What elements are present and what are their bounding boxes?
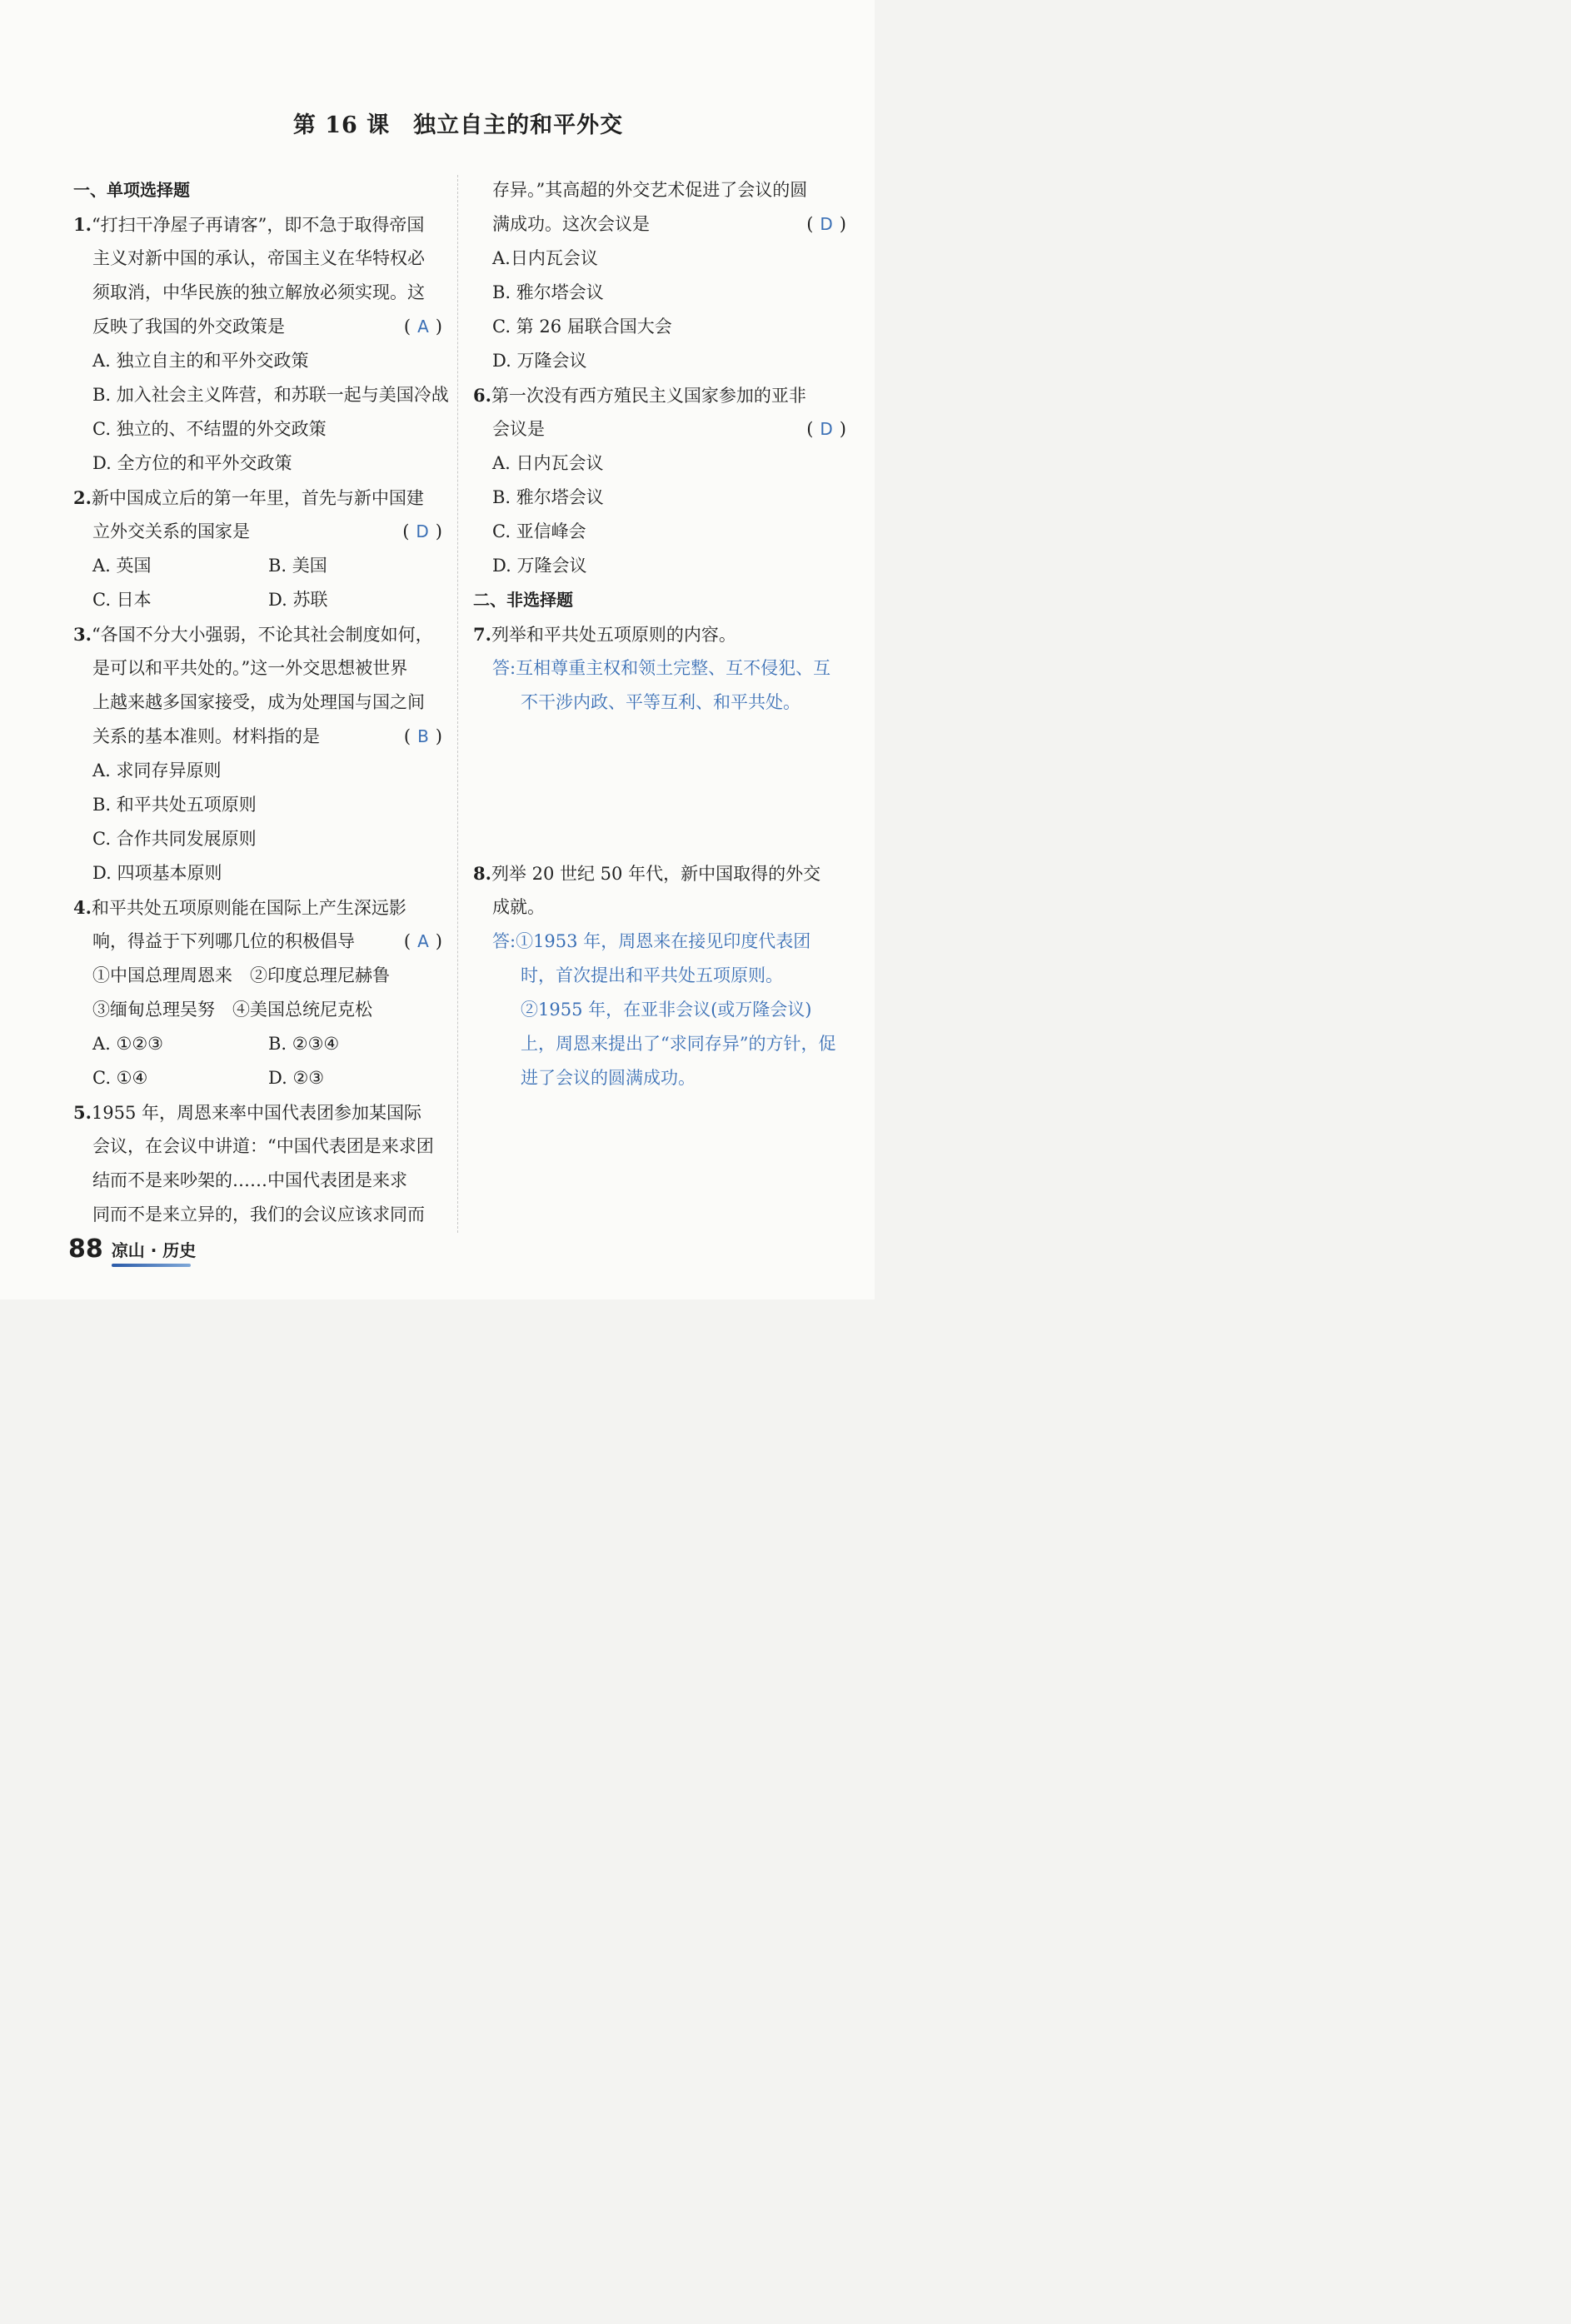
left-column xyxy=(73,173,449,1232)
question-number: 5. xyxy=(73,1102,92,1123)
option-row xyxy=(73,1027,444,1061)
question-4-line-2 xyxy=(73,925,444,959)
question-7-line-1 xyxy=(473,617,848,651)
question-1-line-1 xyxy=(73,207,444,242)
question-1-line-3: 须取消，中华民族的独立解放必须实现。这 xyxy=(92,282,425,302)
question-3-line-3: 上越来越多国家接受，成为处理国与国之间 xyxy=(92,692,425,712)
question-5-line-5: 存异。”其高超的外交艺术促进了会议的圆 xyxy=(492,180,808,200)
question-number: 2. xyxy=(73,487,92,508)
question-5-line-6 xyxy=(473,207,848,242)
answer-bracket: ( D ) xyxy=(806,214,846,234)
option-a: A. ①②③ xyxy=(92,1034,163,1054)
answer-value: A xyxy=(417,317,429,337)
answer-7-line-1: 答:互相尊重主权和领土完整、互不侵犯、互 xyxy=(492,658,831,678)
question-6-line-1 xyxy=(473,378,848,412)
question-5-line-1 xyxy=(73,1095,444,1130)
option-d: D. ②③ xyxy=(268,1068,325,1088)
option-row xyxy=(73,549,444,583)
option-b: B. ②③④ xyxy=(268,1034,340,1054)
answer-bracket: ( A ) xyxy=(403,317,442,337)
option-c: C. 第 26 届联合国大会 xyxy=(492,317,672,337)
answer-bracket: ( D ) xyxy=(402,521,442,541)
question-text: 新中国成立后的第一年里，首先与新中国建 xyxy=(91,488,424,508)
option-d: D. 万隆会议 xyxy=(492,351,587,371)
option-d: D. 苏联 xyxy=(268,590,328,610)
question-text: 列举和平共处五项原则的内容。 xyxy=(491,625,736,645)
book-title-text: 凉山 · 历史 xyxy=(111,1240,197,1260)
answer-value: D xyxy=(820,214,833,234)
answer-bracket: ( A ) xyxy=(403,931,442,951)
answer-8-line-2: 时，首次提出和平共处五项原则。 xyxy=(521,965,783,985)
question-text: 1955 年，周恩来率中国代表团参加某国际 xyxy=(91,1103,422,1123)
lesson-title: 第 16 课 独立自主的和平外交 xyxy=(292,112,624,138)
question-text: 列举 20 世纪 50 年代，新中国取得的外交 xyxy=(491,864,821,884)
question-3-line-1 xyxy=(73,617,444,651)
question-1-line-2: 主义对新中国的承认，帝国主义在华特权必 xyxy=(92,248,425,268)
column-divider xyxy=(457,175,458,1233)
option-a: A. 英国 xyxy=(92,556,152,576)
question-number: 4. xyxy=(73,897,92,918)
option-b: B. 美国 xyxy=(268,556,327,576)
workbook-page xyxy=(0,0,875,1299)
question-2-line-1 xyxy=(73,481,444,515)
section-heading-multiple-choice: 一、单项选择题 xyxy=(73,180,190,200)
question-8-line-1 xyxy=(473,856,848,890)
option-b: B. 加入社会主义阵营，和苏联一起与美国冷战 xyxy=(92,385,449,405)
statement-list-1: ①中国总理周恩来 ②印度总理尼赫鲁 xyxy=(92,965,390,985)
answer-value: D xyxy=(820,419,833,439)
option-b: B. 雅尔塔会议 xyxy=(492,282,604,302)
option-d: D. 全方位的和平外交政策 xyxy=(92,453,292,473)
answer-value: A xyxy=(417,931,429,951)
question-text: 响，得益于下列哪几位的积极倡导 xyxy=(92,931,355,951)
question-text: 关系的基本准则。材料指的是 xyxy=(92,726,320,746)
answer-bracket: ( D ) xyxy=(806,419,846,439)
option-c: C. 日本 xyxy=(92,590,152,610)
question-number: 7. xyxy=(473,624,491,645)
answer-8-line-3: ②1955 年，在亚非会议(或万隆会议) xyxy=(521,1000,812,1020)
answer-8-line-1: 答:①1953 年，周恩来在接见印度代表团 xyxy=(492,931,811,951)
answer-value: B xyxy=(417,726,429,746)
answer-8-line-5: 进了会议的圆满成功。 xyxy=(521,1068,696,1088)
answer-space xyxy=(473,720,848,856)
answer-8-line-4: 上，周恩来提出了“求同存异”的方针，促 xyxy=(521,1034,836,1054)
question-3-line-2: 是可以和平共处的。”这一外交思想被世界 xyxy=(92,658,408,678)
page-footer xyxy=(68,1234,196,1264)
question-number: 1. xyxy=(73,214,92,235)
answer-value: D xyxy=(416,521,429,541)
question-6-line-2 xyxy=(473,412,848,446)
question-5-line-2: 会议，在会议中讲道：“中国代表团是来求团 xyxy=(92,1136,434,1156)
question-number: 3. xyxy=(73,624,92,645)
option-b: B. 雅尔塔会议 xyxy=(492,487,604,507)
option-d: D. 万隆会议 xyxy=(492,556,587,576)
question-5-line-4: 同而不是来立异的，我们的会议应该求同而 xyxy=(92,1204,425,1224)
section-heading-non-choice: 二、非选择题 xyxy=(473,590,573,610)
question-text: 满成功。这次会议是 xyxy=(492,214,650,234)
option-c: C. ①④ xyxy=(92,1068,148,1088)
option-a: A. 独立自主的和平外交政策 xyxy=(92,351,309,371)
question-text: 第一次没有西方殖民主义国家参加的亚非 xyxy=(491,386,806,406)
book-title xyxy=(112,1237,197,1261)
question-text: 反映了我国的外交政策是 xyxy=(92,317,285,337)
right-column xyxy=(473,173,848,1095)
answer-7-line-2: 不干涉内政、平等互利、和平共处。 xyxy=(521,692,800,712)
option-d: D. 四项基本原则 xyxy=(92,863,222,883)
option-a: A.日内瓦会议 xyxy=(492,248,598,268)
option-a: A. 日内瓦会议 xyxy=(492,453,604,473)
option-b: B. 和平共处五项原则 xyxy=(92,795,257,815)
option-row xyxy=(73,583,444,617)
answer-bracket: ( B ) xyxy=(403,726,442,746)
option-c: C. 独立的、不结盟的外交政策 xyxy=(92,419,327,439)
question-8-line-2: 成就。 xyxy=(492,897,545,917)
question-5-line-3: 结而不是来吵架的……中国代表团是来求 xyxy=(92,1170,407,1190)
question-4-line-1 xyxy=(73,890,444,925)
question-number: 6. xyxy=(473,385,491,406)
question-1-line-4 xyxy=(73,310,444,344)
option-c: C. 亚信峰会 xyxy=(492,521,586,541)
statement-list-2: ③缅甸总理吴努 ④美国总统尼克松 xyxy=(92,1000,372,1020)
page-number: 88 xyxy=(68,1234,103,1264)
question-2-line-2 xyxy=(73,515,444,549)
question-text: 会议是 xyxy=(492,419,545,439)
question-3-line-4 xyxy=(73,720,444,754)
question-text: “打扫干净屋子再请客”，即不急于取得帝国 xyxy=(91,215,425,235)
question-text: 立外交关系的国家是 xyxy=(92,521,250,541)
option-c: C. 合作共同发展原则 xyxy=(92,829,257,849)
option-row xyxy=(73,1061,444,1095)
question-text: “各国不分大小强弱，不论其社会制度如何， xyxy=(91,625,433,645)
decorative-underline xyxy=(112,1264,191,1267)
question-text: 和平共处五项原则能在国际上产生深远影 xyxy=(91,898,406,918)
option-a: A. 求同存异原则 xyxy=(92,761,222,780)
question-number: 8. xyxy=(473,863,491,884)
